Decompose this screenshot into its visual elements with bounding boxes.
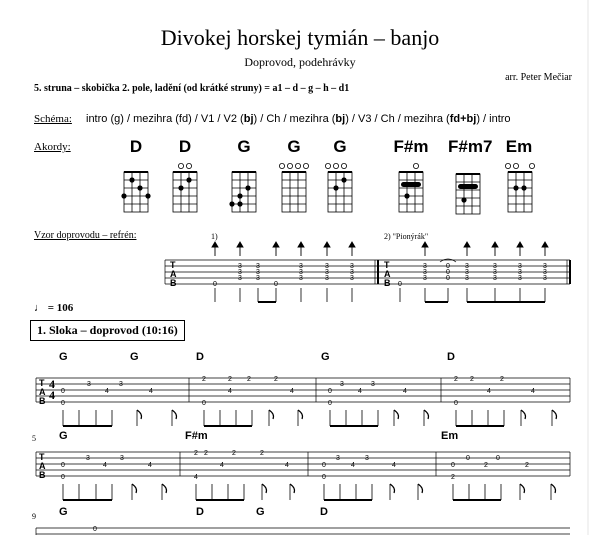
svg-text:3: 3 [87, 381, 91, 388]
schema-part: intro (g) / mezihra (fd) / V1 / V2 ( [86, 113, 244, 125]
chord-diagram [456, 174, 480, 214]
pattern-label: Vzor doprovodu – refrén: [34, 230, 137, 241]
svg-text:3: 3 [238, 275, 242, 282]
svg-text:3: 3 [543, 269, 547, 276]
svg-text:3: 3 [325, 275, 329, 282]
chord-label: D [196, 351, 204, 363]
chord-label: D [447, 351, 455, 363]
svg-text:3: 3 [423, 263, 427, 270]
svg-text:3: 3 [256, 275, 260, 282]
svg-text:T: T [39, 378, 45, 388]
tempo-marking: ♩ = 106 [34, 302, 74, 314]
chord-name: F#m7 [448, 137, 493, 156]
svg-text:4: 4 [358, 388, 362, 395]
svg-text:0: 0 [274, 281, 278, 288]
chord-label: G [130, 351, 139, 363]
chord-diagram [232, 172, 256, 212]
chord-diagram [173, 172, 197, 212]
svg-text:B: B [39, 396, 46, 406]
svg-text:2: 2 [470, 376, 474, 383]
chord-label: D [320, 506, 328, 518]
svg-text:4: 4 [194, 474, 198, 481]
svg-text:3: 3 [350, 263, 354, 270]
chord-diagram [399, 172, 423, 212]
pattern-2-label: 2) "Pionýrák" [384, 232, 429, 241]
chord-label: Em [441, 430, 459, 442]
chord-label: G [256, 506, 265, 518]
svg-text:2: 2 [451, 474, 455, 481]
svg-text:3: 3 [543, 275, 547, 282]
svg-text:3: 3 [119, 381, 123, 388]
svg-text:3: 3 [325, 263, 329, 270]
svg-text:0: 0 [446, 275, 450, 282]
svg-text:0: 0 [451, 462, 455, 469]
svg-text:0: 0 [322, 462, 326, 469]
svg-text:0: 0 [202, 400, 206, 407]
svg-text:3: 3 [493, 263, 497, 270]
svg-text:4: 4 [149, 388, 153, 395]
svg-text:2: 2 [232, 450, 236, 457]
measure-number: 5 [32, 434, 36, 443]
chords-label: Akordy: [34, 141, 71, 153]
svg-text:3: 3 [256, 269, 260, 276]
svg-text:B: B [39, 470, 46, 480]
svg-text:3: 3 [493, 269, 497, 276]
svg-text:3: 3 [336, 455, 340, 462]
svg-text:2: 2 [247, 376, 251, 383]
svg-text:3: 3 [238, 263, 242, 270]
svg-text:3: 3 [256, 263, 260, 270]
svg-text:0: 0 [496, 455, 500, 462]
svg-text:0: 0 [61, 388, 65, 395]
svg-text:A: A [384, 269, 391, 279]
svg-text:2: 2 [484, 462, 488, 469]
chord-name: D [178, 137, 192, 156]
svg-text:T: T [39, 452, 45, 462]
svg-text:0: 0 [213, 281, 217, 288]
svg-text:3: 3 [423, 269, 427, 276]
rhythm-1 [63, 410, 552, 426]
svg-text:A: A [170, 269, 177, 279]
svg-text:2: 2 [274, 376, 278, 383]
svg-text:3: 3 [543, 263, 547, 270]
chord-label: G [59, 351, 68, 363]
svg-text:B: B [384, 278, 391, 288]
svg-text:0: 0 [61, 462, 65, 469]
time-signature [49, 379, 55, 401]
chord-diagram [508, 172, 532, 212]
svg-text:4: 4 [220, 462, 224, 469]
svg-text:T: T [170, 260, 176, 270]
arranger: arr. Peter Mečiar [505, 72, 572, 83]
svg-text:3: 3 [371, 381, 375, 388]
chord-diagram [124, 172, 148, 212]
section-title: 1. Sloka – doprovod (10:16) [30, 320, 185, 341]
svg-text:4: 4 [148, 462, 152, 469]
svg-text:0: 0 [322, 474, 326, 481]
schema-part: ) / Ch / mezihra ( [253, 113, 336, 125]
time-signature-bottom: 4 [49, 388, 55, 402]
svg-text:2: 2 [525, 462, 529, 469]
svg-text:0: 0 [328, 388, 332, 395]
svg-text:3: 3 [238, 269, 242, 276]
svg-text:B: B [170, 278, 177, 288]
svg-text:3: 3 [340, 381, 344, 388]
svg-text:2: 2 [194, 450, 198, 457]
svg-text:A: A [39, 461, 46, 471]
svg-text:4: 4 [392, 462, 396, 469]
page-subtitle: Doprovod, podehrávky [244, 55, 356, 69]
tab-system-2 [36, 452, 570, 476]
svg-text:3: 3 [423, 275, 427, 282]
svg-text:0: 0 [454, 400, 458, 407]
chord-label: G [59, 506, 68, 518]
svg-text:4: 4 [403, 388, 407, 395]
svg-text:0: 0 [446, 263, 450, 270]
page-title: Divokej horskej tymián – banjo [160, 25, 440, 50]
svg-text:3: 3 [365, 455, 369, 462]
svg-text:2: 2 [260, 450, 264, 457]
svg-text:3: 3 [120, 455, 124, 462]
chord-name: G [333, 137, 347, 156]
chord-label: F#m [185, 430, 208, 442]
chord-label: G [59, 430, 68, 442]
schema-part: ) / V3 / Ch / mezihra ( [345, 113, 450, 125]
schema-part: ) / intro [476, 113, 511, 125]
svg-text:3: 3 [465, 269, 469, 276]
svg-text:3: 3 [299, 263, 303, 270]
chord-name: D [129, 137, 143, 156]
svg-text:4: 4 [531, 388, 535, 395]
svg-text:2: 2 [228, 376, 232, 383]
svg-text:A: A [39, 387, 46, 397]
schema-label: Schéma: [34, 113, 72, 125]
chord-name: Em [505, 137, 533, 156]
svg-text:0: 0 [61, 474, 65, 481]
svg-text:3: 3 [299, 275, 303, 282]
chord-name: G [237, 137, 251, 156]
chord-label: G [321, 351, 330, 363]
svg-text:4: 4 [290, 388, 294, 395]
schema-part: bj [335, 113, 346, 125]
svg-text:3: 3 [465, 263, 469, 270]
svg-text:4: 4 [285, 462, 289, 469]
svg-text:2: 2 [500, 376, 504, 383]
schema-part: fd+bj [449, 113, 477, 125]
tab-system-3 [36, 528, 570, 535]
time-signature-top: 4 [49, 377, 55, 391]
measure-number: 9 [32, 512, 36, 521]
chord-diagram [282, 172, 306, 212]
chord-diagram [328, 172, 352, 212]
svg-text:4: 4 [487, 388, 491, 395]
svg-text:0: 0 [61, 400, 65, 407]
svg-text:4: 4 [351, 462, 355, 469]
svg-text:3: 3 [518, 269, 522, 276]
pattern-1-label: 1) [211, 232, 218, 241]
svg-text:3: 3 [518, 263, 522, 270]
svg-text:0: 0 [446, 269, 450, 276]
svg-text:3: 3 [350, 269, 354, 276]
svg-text:3: 3 [350, 275, 354, 282]
svg-text:3: 3 [299, 269, 303, 276]
svg-text:3: 3 [465, 275, 469, 282]
chord-name: G [287, 137, 301, 156]
svg-text:4: 4 [105, 388, 109, 395]
svg-text:3: 3 [86, 455, 90, 462]
schema-part: bj [243, 113, 254, 125]
svg-text:3: 3 [325, 269, 329, 276]
svg-text:2: 2 [202, 376, 206, 383]
svg-text:3: 3 [518, 275, 522, 282]
svg-text:4: 4 [103, 462, 107, 469]
svg-text:3: 3 [493, 275, 497, 282]
svg-text:0: 0 [466, 455, 470, 462]
svg-text:2: 2 [204, 450, 208, 457]
chord-label: D [196, 506, 204, 518]
svg-text:4: 4 [228, 388, 232, 395]
svg-text:2: 2 [454, 376, 458, 383]
svg-text:0: 0 [398, 281, 402, 288]
svg-text:0: 0 [328, 400, 332, 407]
svg-text:T: T [384, 260, 390, 270]
chord-name: F#m [393, 137, 429, 156]
tuning-info: 5. struna – skobička 2. pole, ladění (od krátké struny) = a1 – d – g – h – d1 [34, 83, 350, 94]
svg-text:0: 0 [93, 526, 97, 533]
